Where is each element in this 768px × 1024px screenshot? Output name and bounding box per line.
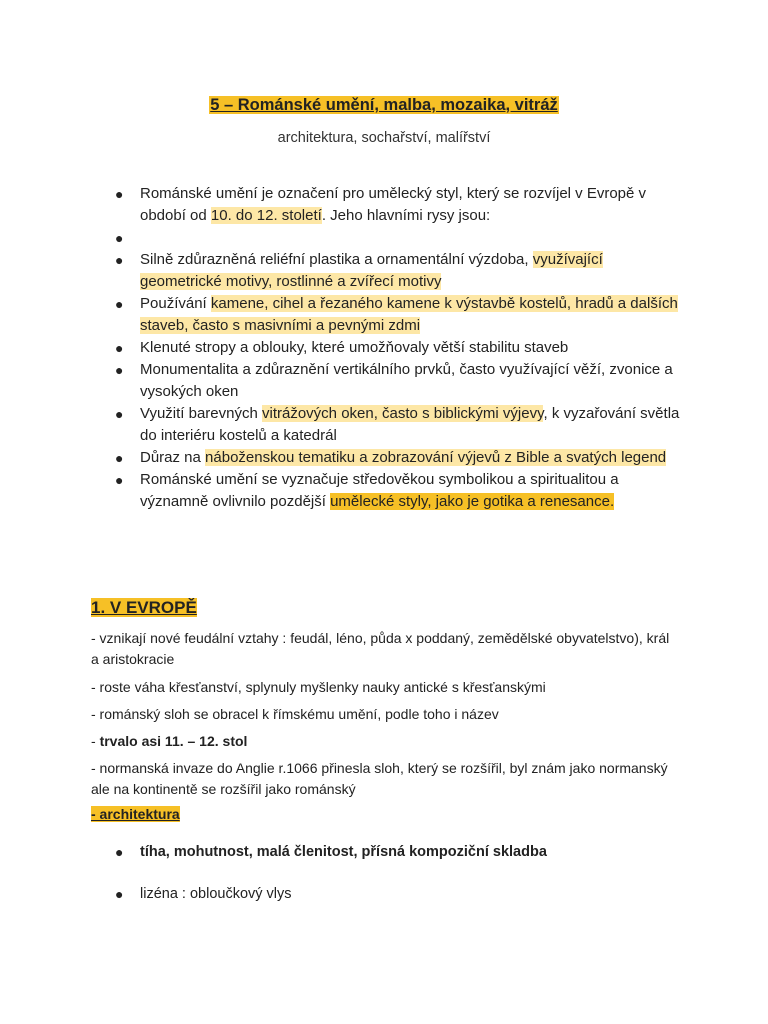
page-title — [0, 94, 768, 116]
bullet-icon: ● — [115, 362, 124, 378]
highlighted-text: 10. do 12. století — [210, 207, 322, 224]
architecture-bullet-list — [110, 884, 292, 904]
bullet-icon: ● — [115, 252, 124, 268]
bullet-icon: ● — [115, 406, 124, 422]
feature-bullet-list — [110, 183, 680, 513]
list-item — [110, 183, 680, 227]
list-item-text: tíha, mohutnost, malá členitost, přísná kompoziční skladba — [140, 844, 547, 860]
list-item-text: Románské umění je označení pro umělecký styl, který se rozvíjel v Evropě v období od — [140, 185, 647, 224]
list-item — [110, 447, 680, 469]
list-item — [110, 403, 680, 447]
list-item-text: lizéna : obloučkový vlys — [140, 886, 292, 902]
highlighted-text: využívající geometrické motivy, rostlinné a zvířecí motivy — [140, 251, 603, 290]
architecture-bullet-list — [110, 842, 547, 862]
list-item — [110, 249, 680, 293]
highlighted-text: vitrážových oken, často s biblickými výjevy — [262, 405, 544, 422]
page-title-text: 5 – Románské umění, malba, mozaika, vitráž — [210, 96, 558, 114]
dash: - — [91, 733, 100, 749]
list-item — [110, 469, 680, 513]
bullet-icon: ● — [115, 230, 124, 246]
bullet-icon: ● — [115, 472, 124, 488]
highlighted-text: umělecké styly, jako je gotika a renesance. — [330, 493, 615, 510]
list-item-text: Monumentalita a zdůraznění vertikálního prvků, často využívající věží, zvonice a vysokých oken — [140, 361, 673, 400]
list-item-text: Románské umění se vyznačuje středověkou symbolikou a spiritualitou a významně ovlivnilo pozdější — [140, 471, 619, 510]
list-item-text: . Jeho hlavními rysy jsou: — [321, 207, 491, 224]
list-item-text: Používání — [140, 295, 211, 312]
highlighted-text: náboženskou tematiku a zobrazování výjevů z Bible a svatých legend — [205, 449, 667, 466]
paragraph: - roste váha křesťanství, splynuly myšlenky nauky antické s křesťanskými — [91, 679, 546, 695]
paragraph: - normanská invaze do Anglie r.1066 přinesla sloh, který se rozšířil, byl znám jako normanský ale na kontinentě se rozšířil jako románský — [91, 760, 668, 797]
bullet-icon: ● — [115, 886, 124, 902]
list-item — [110, 337, 680, 359]
bullet-icon: ● — [115, 340, 124, 356]
list-item — [110, 842, 547, 862]
bullet-icon: ● — [115, 450, 124, 466]
paragraph: - románský sloh se obracel k římskému umění, podle toho i název — [91, 706, 499, 722]
section-heading — [91, 598, 197, 618]
list-item-text: Silně zdůrazněná reliéfní plastika a ornamentální výzdoba, — [140, 251, 533, 268]
list-item-text: , k vyzařování světla do interiéru kostelů a katedrál — [140, 405, 680, 444]
bold-text: trvalo asi 11. – 12. stol — [99, 733, 248, 749]
list-item-text: Důraz na — [140, 449, 206, 466]
section-heading-text: 1. V EVROPĚ — [91, 598, 197, 617]
bullet-icon: ● — [115, 844, 124, 860]
list-item-text: Využití barevných — [140, 405, 262, 422]
list-item — [110, 227, 680, 249]
list-item — [110, 884, 292, 904]
list-item-text: Klenuté stropy a oblouky, které umožňovaly větší stabilitu staveb — [140, 339, 569, 356]
list-item — [110, 293, 680, 337]
page-subtitle: architektura, sochařství, malířství — [277, 130, 491, 146]
bullet-icon: ● — [115, 186, 124, 202]
paragraph: - vznikají nové feudální vztahy : feudál, léno, půda x poddaný, zemědělské obyvatelstvo), král a aristokracie — [91, 630, 670, 667]
subheading-architektura — [91, 806, 180, 822]
subheading-text: - architektura — [91, 806, 180, 822]
bullet-icon: ● — [115, 296, 124, 312]
list-item — [110, 359, 680, 403]
paragraph — [91, 731, 671, 752]
highlighted-text: kamene, cihel a řezaného kamene k výstavbě kostelů, hradů a dalších staveb, často s masivními a pevnými zdmi — [140, 295, 678, 334]
